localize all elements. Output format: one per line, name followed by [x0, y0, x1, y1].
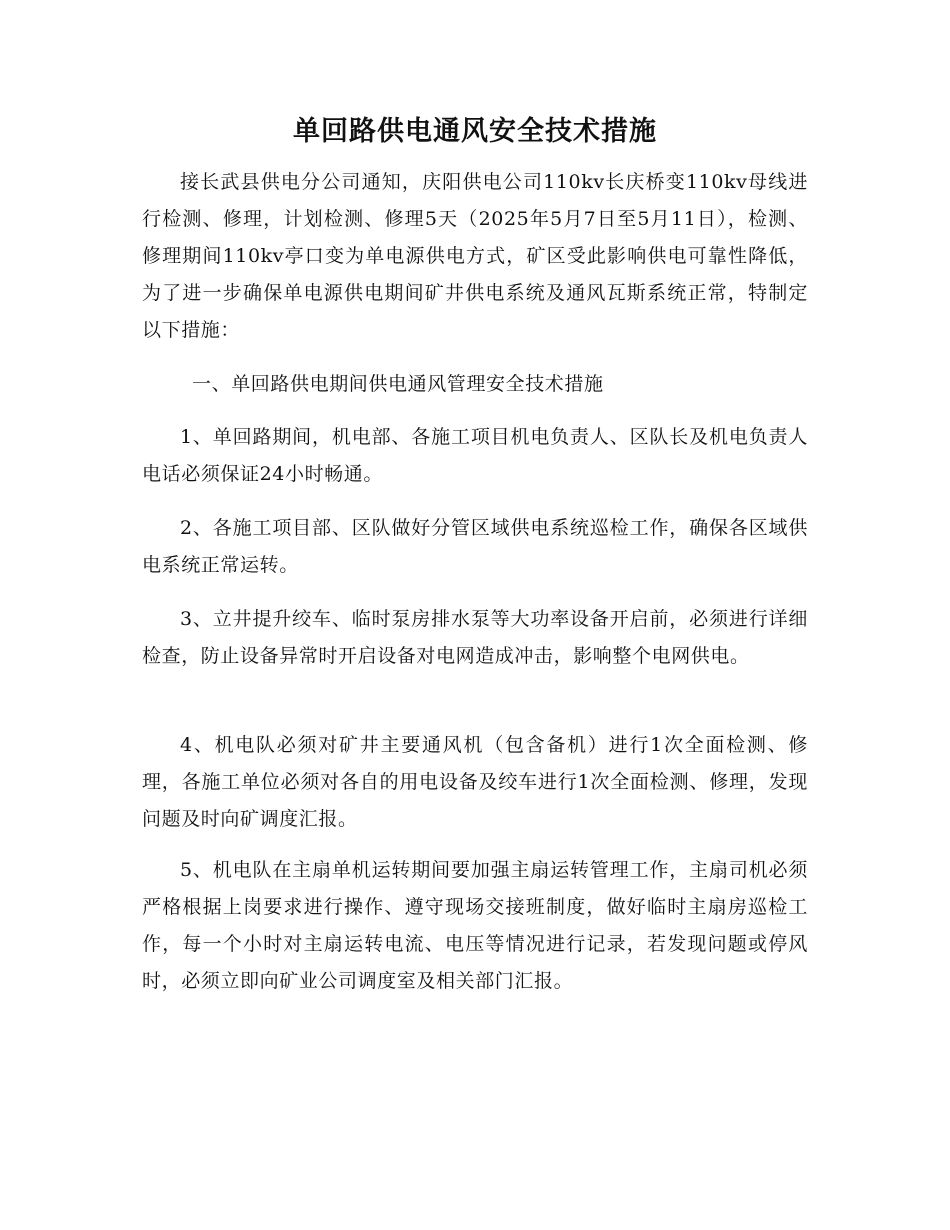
section-heading: 一、单回路供电期间供电通风管理安全技术措施: [192, 373, 604, 395]
measure-item-2: 2、各施工项目部、区队做好分管区域供电系统巡检工作，确保各区域供电系统正常运转。: [142, 517, 808, 576]
measure-item-5: 5、机电队在主扇单机运转期间要加强主扇运转管理工作，主扇司机必须严格根据上岗要求进行操作、遵守现场交接班制度，做好临时主扇房巡检工作，每一个小时对主扇运转电流、电压等情况进行记录，若发现问题或停风时，必须立即向矿业公司调度室及相关部门汇报。: [142, 859, 808, 992]
document-title: 单回路供电通风安全技术措施: [293, 116, 657, 147]
measure-item-3: 3、立井提升绞车、临时泵房排水泵等大功率设备开启前，必须进行详细检查，防止设备异常时开启设备对电网造成冲击，影响整个电网供电。: [142, 608, 808, 667]
intro-paragraph: 接长武县供电分公司通知，庆阳供电公司110kv长庆桥变110kv母线进行检测、修理，计划检测、修理5天（2025年5月7日至5月11日），检测、修理期间110kv亭口变为单电源供电方式，矿区受此影响供电可靠性降低，为了进一步确保单电源供电期间矿井供电系统及通风瓦斯系统正常，特制定以下措施：: [142, 171, 808, 341]
measure-item-1: 1、单回路期间，机电部、各施工项目机电负责人、区队长及机电负责人电话必须保证24小时畅通。: [142, 426, 808, 485]
measure-item-4: 4、机电队必须对矿井主要通风机（包含备机）进行1次全面检测、修理，各施工单位必须对各自的用电设备及绞车进行1次全面检测、修理，发现问题及时向矿调度汇报。: [142, 734, 808, 830]
